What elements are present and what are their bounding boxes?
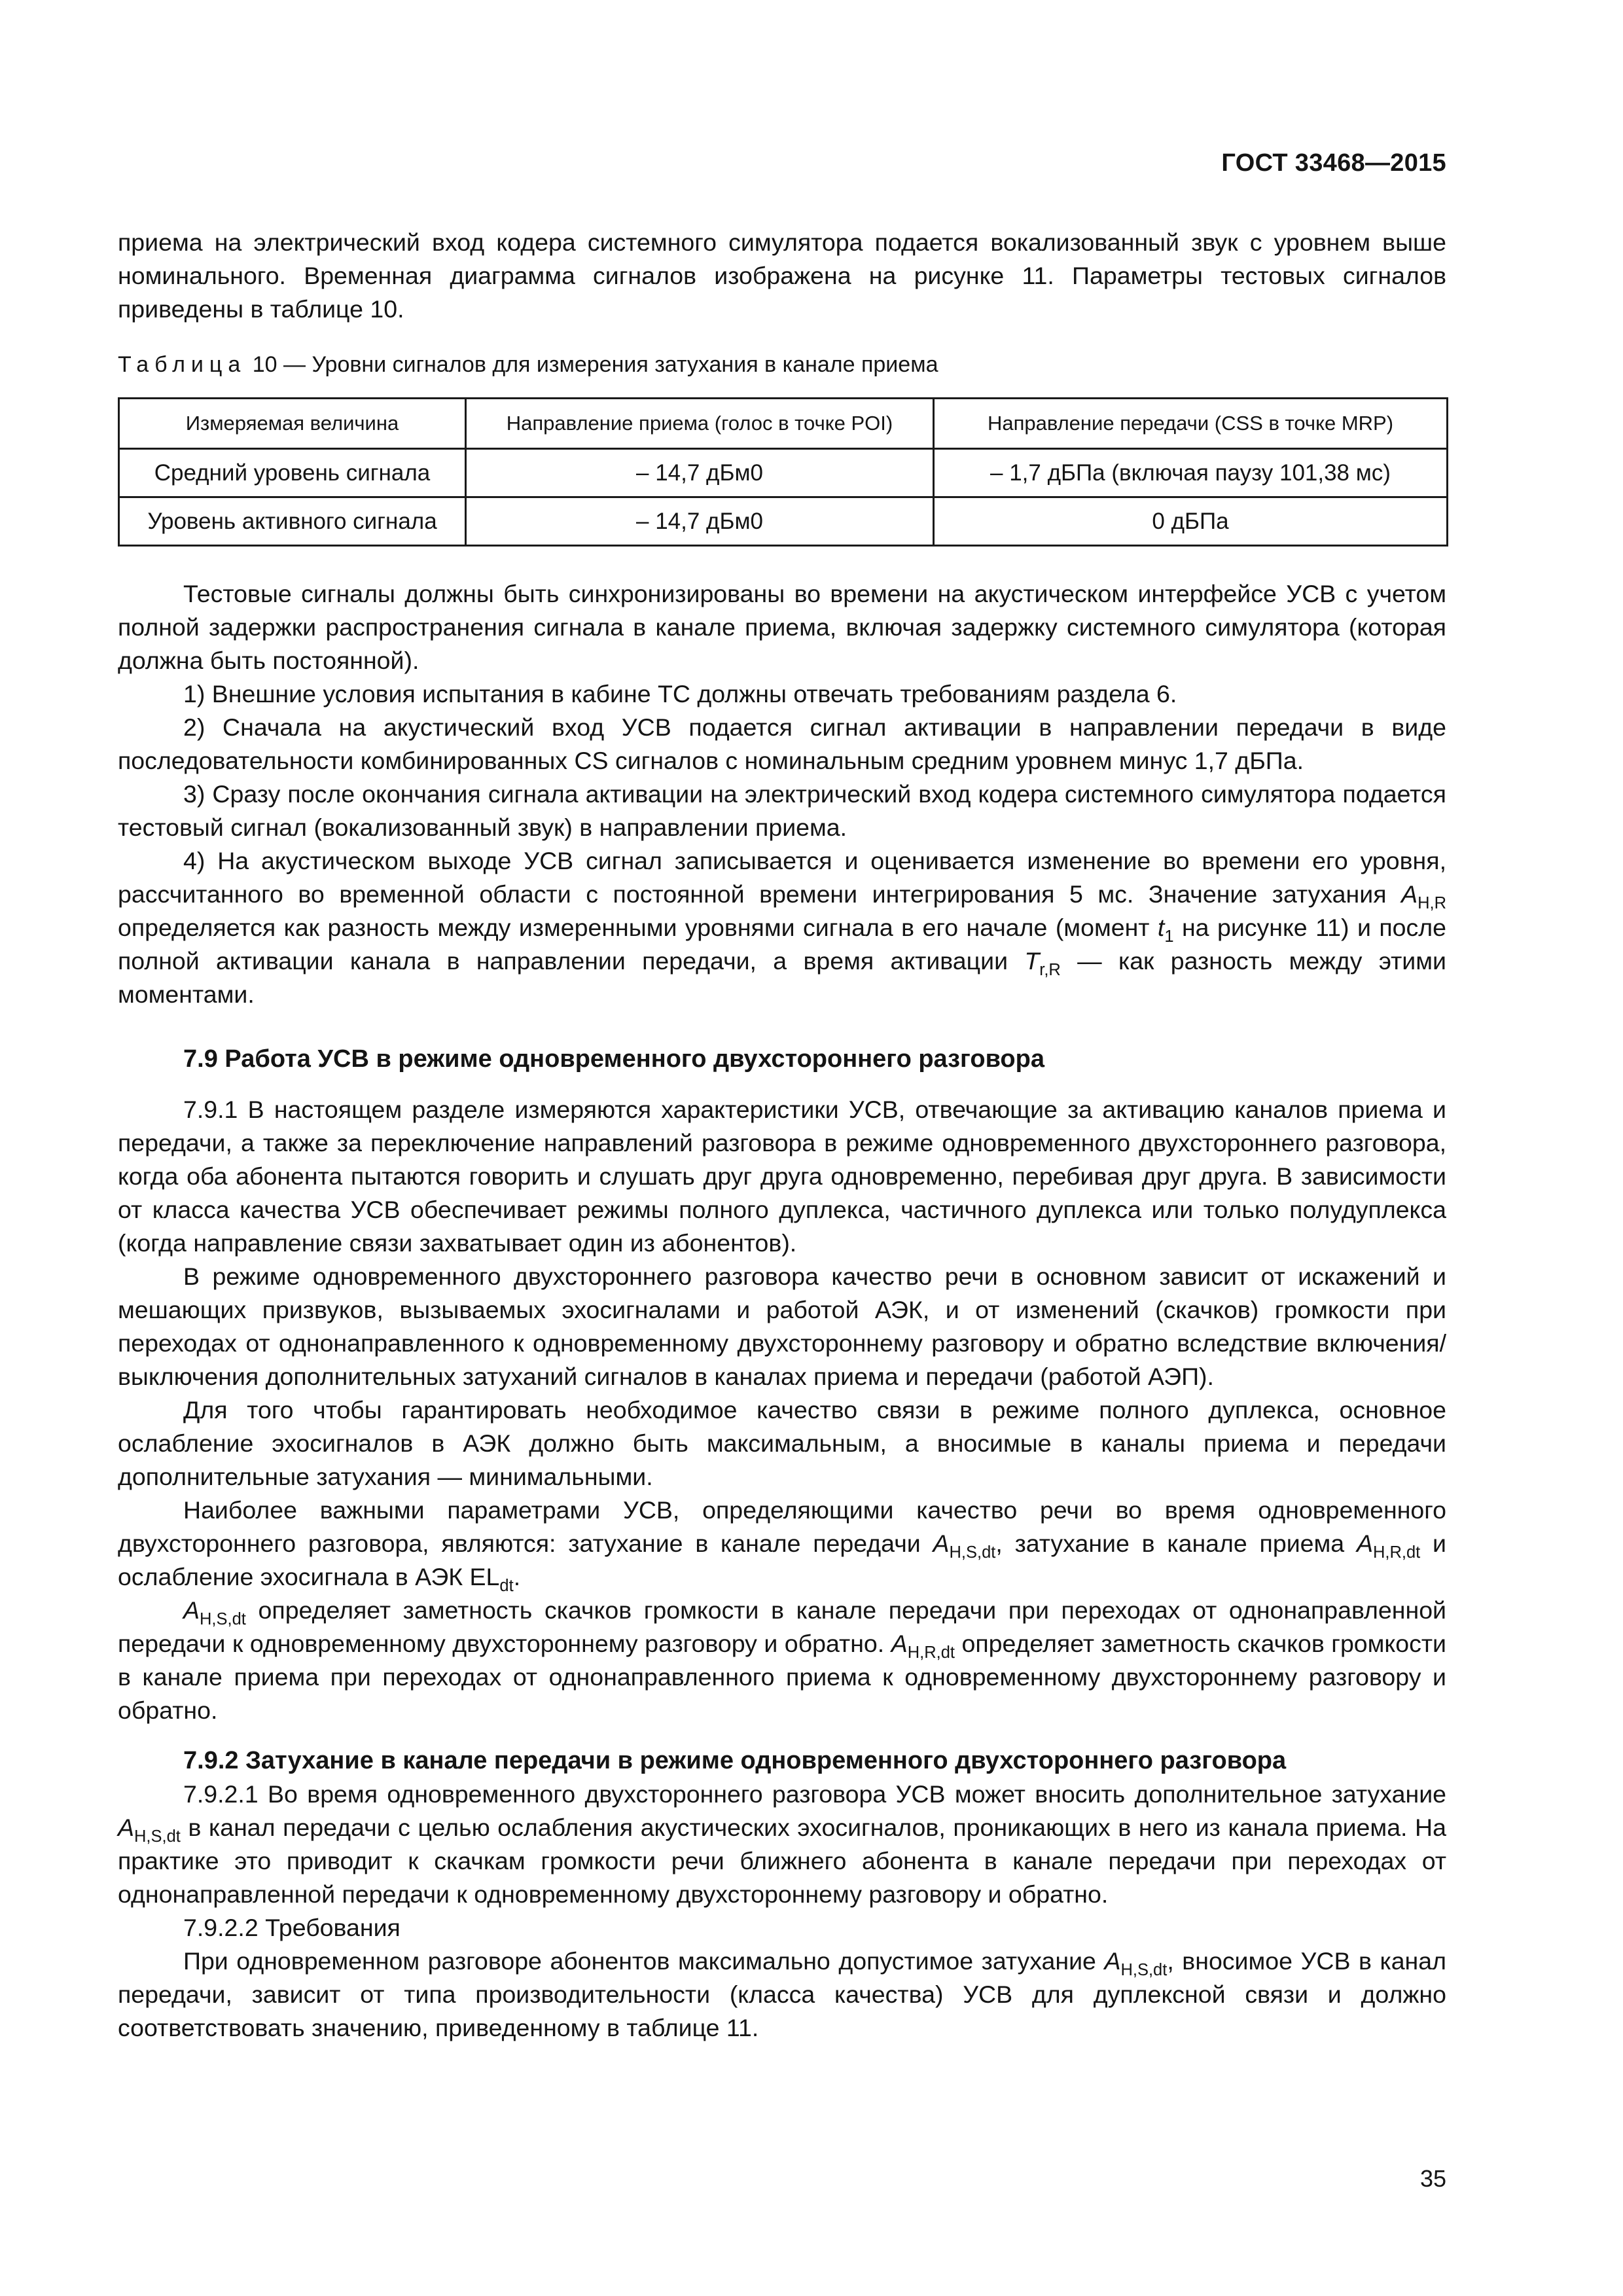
symbol-subscript: H,S,dt (200, 1610, 246, 1628)
list-item: 3) Сразу после окончания сигнала активации на электрический вход кодера системного симулятора подается тестовый сигнал (вокализованный звук) в направлении приема. (118, 780, 1446, 841)
text-run: и ослабление эхосигнала в АЭК EL (118, 1530, 1446, 1590)
text-run: , затухание в канале приема (995, 1530, 1357, 1557)
symbol-subscript: H,S,dt (1120, 1961, 1168, 1979)
list-item: 2) Сначала на акустический вход УСВ подается сигнал активации в направлении передачи в виде последовательности комбинированных CS сигналов с номинальным средним уровнем минус 1,7 дБПа. (118, 713, 1446, 774)
list-item: 1) Внешние условия испытания в кабине ТС должны отвечать требованиям раздела 6. (183, 680, 1177, 708)
signal-levels-table (118, 397, 1448, 547)
symbol: T (1024, 947, 1040, 975)
text-run: 4) На акустическом выходе УСВ сигнал записывается и оценивается изменение во времени его уровня, рассчитанного во временной области с постоянной времени интегрирования 5 мс. Значение затухания (118, 847, 1446, 908)
body-paragraph: В режиме одновременного двухстороннего разговора качество речи в основном зависит от искажений и мешающих призвуков, вызываемых эхосигналами и работой АЭК, и от изменений (скачков) громкости при переходах от однонаправленного к одновременному двухстороннему разговору и обратно вследствие включения/выключения дополнительных затуханий сигналов в каналах приема и передачи (работой АЭП). (118, 1263, 1446, 1390)
text-run: 7.9.2.1 Во время одновременного двухстороннего разговора УСВ может вносить дополнительное затухание (183, 1780, 1446, 1808)
symbol-subscript: dt (499, 1577, 514, 1595)
symbol-subscript: H,R,dt (1372, 1543, 1421, 1562)
table-header-cell: Направление приема (голос в точке POI) (466, 399, 934, 449)
symbol-subscript: H,S,dt (134, 1827, 181, 1846)
text-run: на рисунке 11) и после полной активации канала в направлении передачи, а время активации (118, 914, 1446, 975)
intro-paragraph (118, 226, 1446, 326)
table-row (119, 449, 1448, 497)
document-page (118, 0, 1446, 2296)
text-run: . (513, 1563, 521, 1590)
text-run: определяется как разность между измеренными уровнями сигнала в его начале (момент (118, 914, 1158, 941)
list-item (118, 844, 1446, 1011)
symbol: A (1401, 880, 1418, 908)
page-number: 35 (1419, 2165, 1446, 2192)
text-run: При одновременном разговоре абонентов максимально допустимое затухание (183, 1947, 1105, 1975)
table-cell: – 14,7 дБм0 (466, 449, 934, 497)
document-id-header: ГОСТ 33468—2015 (1221, 149, 1446, 177)
body-paragraph (118, 1945, 1446, 2045)
table-header-cell: Направление передачи (CSS в точке MRP) (934, 399, 1448, 449)
body-paragraph: 7.9.1 В настоящем разделе измеряются характеристики УСВ, отвечающие за активацию каналов приема и передачи, а также за переключение направлений разговора в режиме одновременного двухстороннего разговора, когда оба абонента пытаются говорить и слушать друг друга одновременно, перебивая друг друга. В зависимости от класса качества УСВ обеспечивает режимы полного дуплекса, частичного дуплекса или только полудуплекса (когда направление связи захватывает один из абонентов). (118, 1096, 1446, 1257)
table-cell: – 1,7 дБПа (включая паузу 101,38 мс) (934, 449, 1448, 497)
text-run: , вносимое УСВ в канал передачи, зависит от типа производительности (класса качества) УСВ для дуплексной связи и должно соответствовать значению, приведенному в таблице 11. (118, 1947, 1447, 2041)
symbol: A (118, 1814, 135, 1841)
table-cell: 0 дБПа (934, 497, 1448, 546)
body-paragraph: Для того чтобы гарантировать необходимое качество связи в режиме полного дуплекса, основное ослабление эхосигналов в АЭК должно быть максимальным, а вносимые в каналы приема и передачи дополнительные затухания — минимальными. (118, 1396, 1446, 1490)
text-run: Наиболее важными параметрами УСВ, определяющими качество речи во время одновременного двухстороннего разговора, являются: затухание в канале передачи (118, 1496, 1446, 1557)
subsection-heading: 7.9.2 Затухание в канале передачи в режиме одновременного двухстороннего разговора (183, 1747, 1287, 1774)
symbol-subscript: 1 (1164, 927, 1174, 946)
body-paragraph: Тестовые сигналы должны быть синхронизированы во времени на акустическом интерфейсе УСВ с учетом полной задержки распространения сигнала в канале приема, включая задержку системного симулятора (которая должна быть постоянной). (118, 580, 1446, 674)
intro-text: приема на электрический вход кодера системного симулятора подается вокализованный звук с уровнем выше номинального. Временная диаграмма сигналов изображена на рисунке 11. Параметры тестовых сигналов приведены в таблице 10. (118, 228, 1446, 323)
symbol: A (933, 1530, 950, 1557)
table-caption-prefix: Таблица (118, 352, 247, 377)
text-run: определяет заметность скачков громкости в канале приема при переходах от однонаправленного приема к одновременному двухстороннему разговору и обратно. (118, 1630, 1446, 1724)
symbol-subscript: H,R,dt (907, 1643, 955, 1662)
body-paragraph (118, 1778, 1446, 1911)
text-run: — как разность между этими моментами. (118, 947, 1446, 1008)
table-caption-text: 10 — Уровни сигналов для измерения затухания в канале приема (246, 352, 938, 377)
section-7-9 (118, 1043, 1446, 2045)
procedure-section (118, 577, 1446, 1011)
symbol: A (891, 1630, 908, 1657)
symbol-subscript: r,R (1039, 961, 1061, 979)
body-paragraph (118, 1494, 1446, 1594)
symbol: A (1104, 1947, 1121, 1975)
table-cell: Уровень активного сигнала (119, 497, 466, 546)
table-header-cell: Измеряемая величина (119, 399, 466, 449)
table-row (119, 497, 1448, 546)
table-cell: – 14,7 дБм0 (466, 497, 934, 546)
table-header-row (119, 399, 1448, 449)
symbol-subscript: H,S,dt (949, 1543, 996, 1562)
symbol: t (1157, 914, 1165, 941)
symbol-subscript: H,R (1418, 894, 1446, 912)
symbol: A (183, 1596, 200, 1624)
body-paragraph: 7.9.2.2 Требования (183, 1914, 401, 1941)
table-caption (118, 350, 938, 379)
table-cell: Средний уровень сигнала (119, 449, 466, 497)
body-paragraph (118, 1594, 1446, 1727)
text-run: определяет заметность скачков громкости в канале передачи при переходах от однонаправленной передачи к одновременному двухстороннему разговору и обратно. (118, 1596, 1446, 1657)
section-heading: 7.9 Работа УСВ в режиме одновременного двухстороннего разговора (183, 1045, 1044, 1073)
symbol: A (1356, 1530, 1373, 1557)
text-run: в канал передачи с целью ослабления акустических эхосигналов, проникающих в него из канала приема. На практике это приводит к скачкам громкости речи ближнего абонента в канале передачи при переходах от однонаправленной передачи к одновременному двухстороннему разговору и обратно. (118, 1814, 1446, 1908)
